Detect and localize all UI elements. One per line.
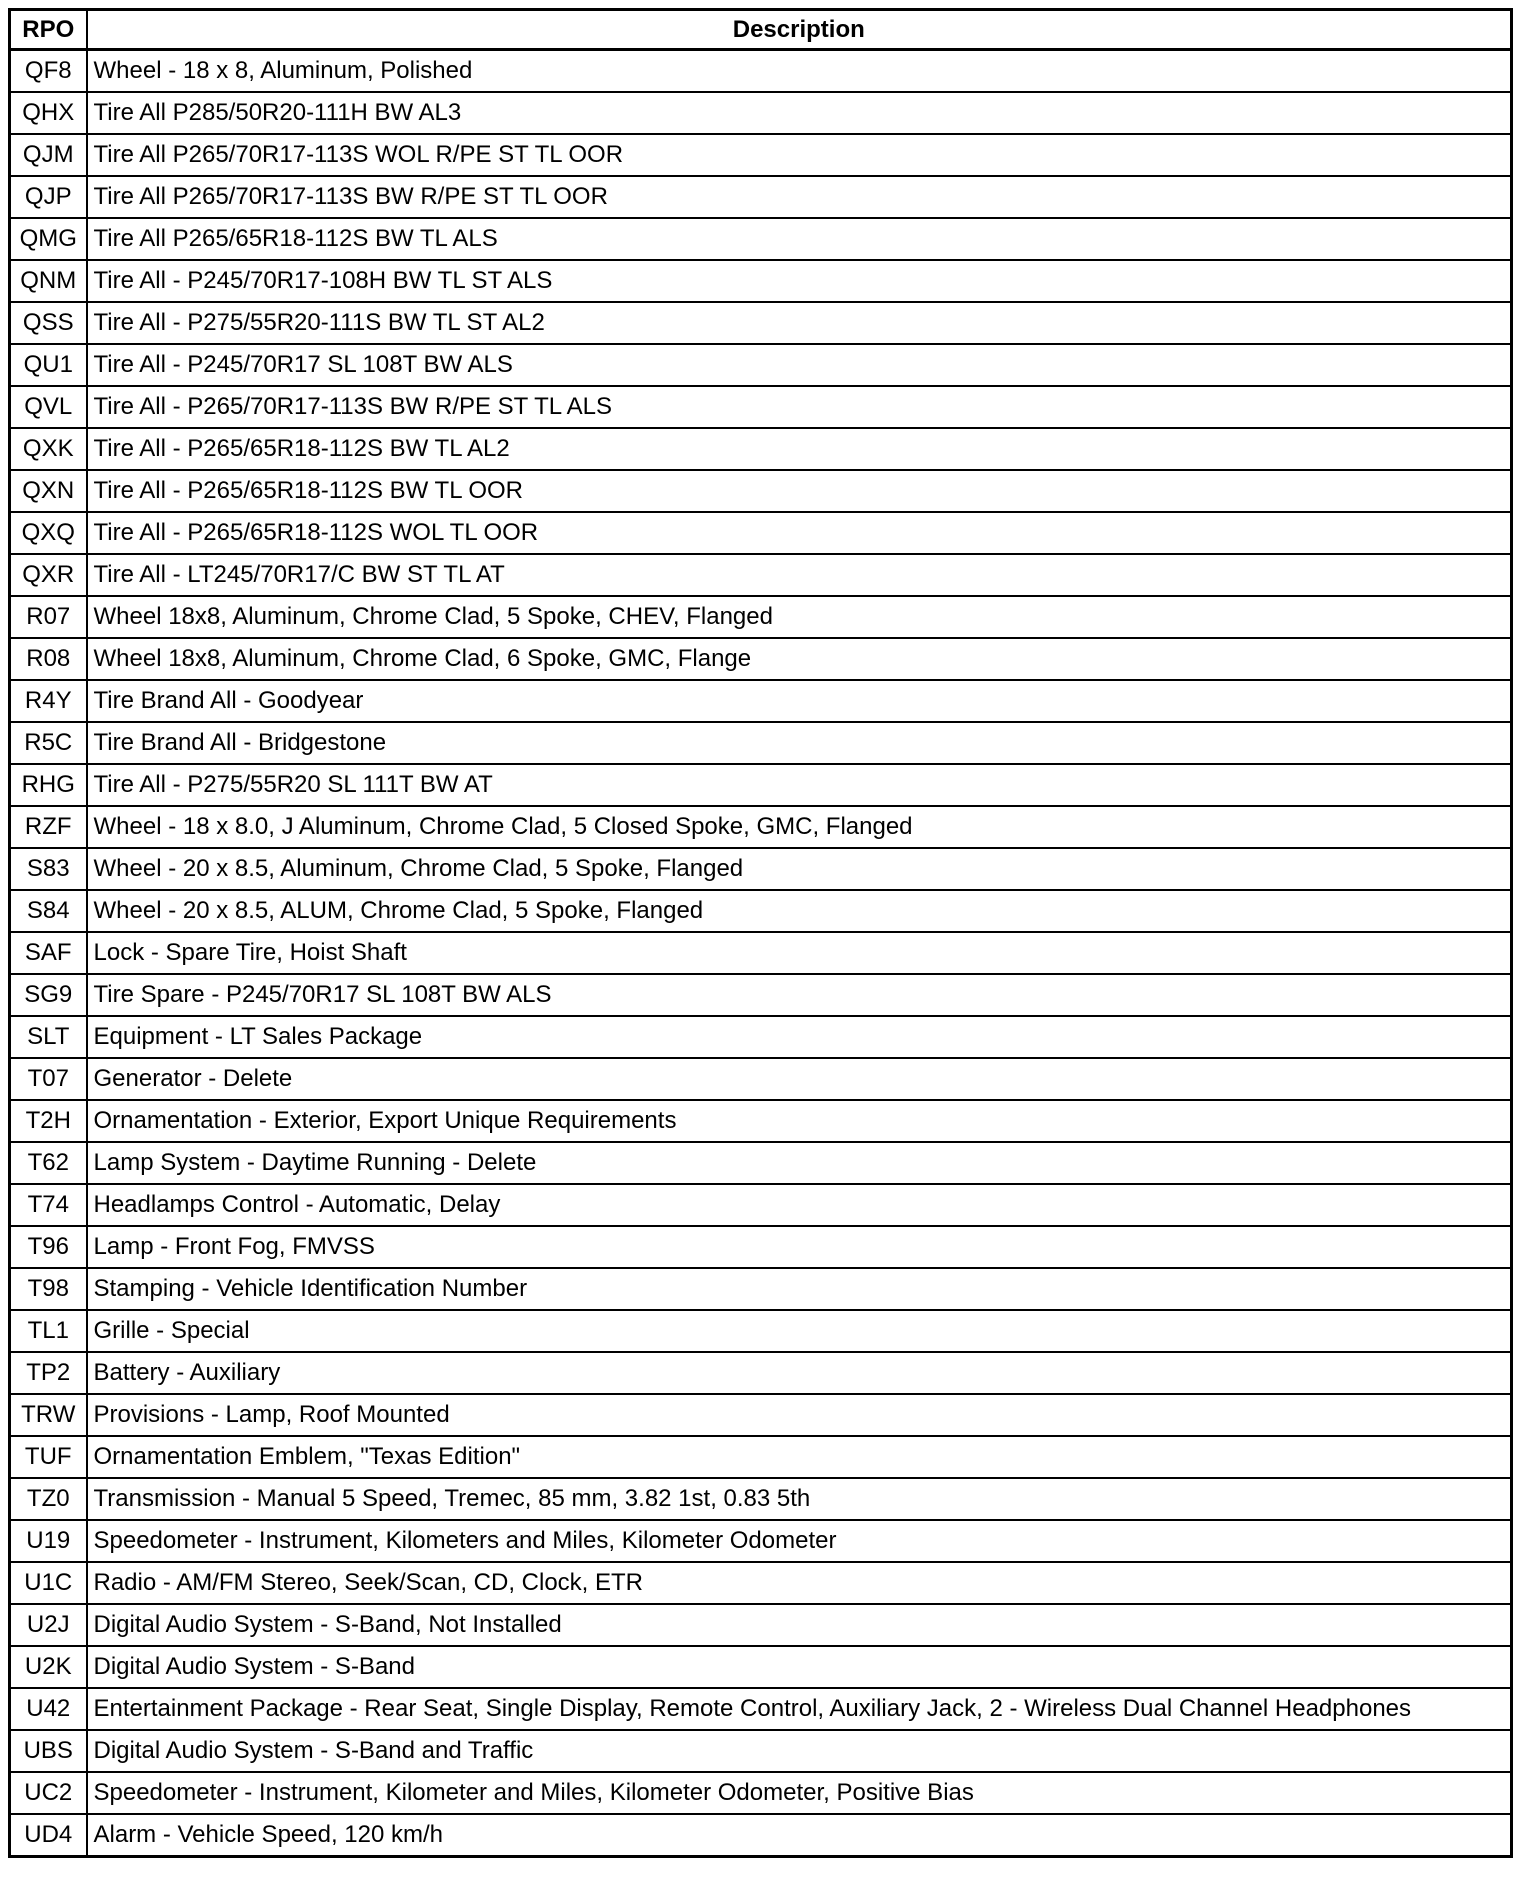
description-cell: Tire All - P265/65R18-112S WOL TL OOR: [87, 512, 1512, 554]
description-cell: Tire All - P265/70R17-113S BW R/PE ST TL ALS: [87, 386, 1512, 428]
table-row: [10, 554, 1512, 596]
description-cell: Stamping - Vehicle Identification Number: [87, 1268, 1512, 1310]
table-row: [10, 1226, 1512, 1268]
rpo-column-header: RPO: [10, 10, 87, 50]
rpo-code-cell: QXQ: [10, 512, 87, 554]
description-cell: Digital Audio System - S-Band and Traffic: [87, 1730, 1512, 1772]
table-row: [10, 1058, 1512, 1100]
rpo-code-cell: T07: [10, 1058, 87, 1100]
rpo-code-cell: SG9: [10, 974, 87, 1016]
table-row: [10, 1310, 1512, 1352]
rpo-code-cell: U2J: [10, 1604, 87, 1646]
table-row: [10, 302, 1512, 344]
description-cell: Wheel - 18 x 8, Aluminum, Polished: [87, 50, 1512, 93]
description-cell: Radio - AM/FM Stereo, Seek/Scan, CD, Clock, ETR: [87, 1562, 1512, 1604]
rpo-code-cell: RHG: [10, 764, 87, 806]
description-cell: Tire All P285/50R20-111H BW AL3: [87, 92, 1512, 134]
description-cell: Tire All - P245/70R17 SL 108T BW ALS: [87, 344, 1512, 386]
description-cell: Ornamentation Emblem, "Texas Edition": [87, 1436, 1512, 1478]
rpo-code-cell: TRW: [10, 1394, 87, 1436]
rpo-code-cell: T98: [10, 1268, 87, 1310]
table-row: [10, 92, 1512, 134]
description-cell: Lamp - Front Fog, FMVSS: [87, 1226, 1512, 1268]
rpo-code-cell: T2H: [10, 1100, 87, 1142]
table-row: [10, 1268, 1512, 1310]
description-cell: Battery - Auxiliary: [87, 1352, 1512, 1394]
rpo-code-cell: T62: [10, 1142, 87, 1184]
rpo-code-cell: R08: [10, 638, 87, 680]
table-row: [10, 1142, 1512, 1184]
rpo-code-cell: TP2: [10, 1352, 87, 1394]
rpo-code-cell: UBS: [10, 1730, 87, 1772]
table-row: [10, 1772, 1512, 1814]
description-cell: Tire Brand All - Goodyear: [87, 680, 1512, 722]
table-row: [10, 1184, 1512, 1226]
table-row: [10, 1520, 1512, 1562]
description-cell: Provisions - Lamp, Roof Mounted: [87, 1394, 1512, 1436]
description-cell: Wheel - 18 x 8.0, J Aluminum, Chrome Clad, 5 Closed Spoke, GMC, Flanged: [87, 806, 1512, 848]
description-cell: Generator - Delete: [87, 1058, 1512, 1100]
table-row: [10, 386, 1512, 428]
description-cell: Tire All P265/70R17-113S BW R/PE ST TL OOR: [87, 176, 1512, 218]
table-row: [10, 50, 1512, 93]
rpo-code-cell: TUF: [10, 1436, 87, 1478]
description-cell: Digital Audio System - S-Band, Not Installed: [87, 1604, 1512, 1646]
rpo-code-cell: U42: [10, 1688, 87, 1730]
rpo-code-cell: QU1: [10, 344, 87, 386]
description-cell: Wheel - 20 x 8.5, ALUM, Chrome Clad, 5 Spoke, Flanged: [87, 890, 1512, 932]
description-cell: Transmission - Manual 5 Speed, Tremec, 85 mm, 3.82 1st, 0.83 5th: [87, 1478, 1512, 1520]
rpo-code-cell: UD4: [10, 1814, 87, 1857]
table-row: [10, 176, 1512, 218]
table-row: [10, 722, 1512, 764]
table-row: [10, 1016, 1512, 1058]
table-row: [10, 806, 1512, 848]
rpo-code-cell: SLT: [10, 1016, 87, 1058]
table-row: [10, 512, 1512, 554]
description-cell: Equipment - LT Sales Package: [87, 1016, 1512, 1058]
table-row: [10, 1436, 1512, 1478]
rpo-code-cell: R5C: [10, 722, 87, 764]
rpo-code-cell: QMG: [10, 218, 87, 260]
rpo-code-cell: QXR: [10, 554, 87, 596]
description-cell: Ornamentation - Exterior, Export Unique Requirements: [87, 1100, 1512, 1142]
description-cell: Tire All - P265/65R18-112S BW TL OOR: [87, 470, 1512, 512]
description-cell: Tire All - P245/70R17-108H BW TL ST ALS: [87, 260, 1512, 302]
description-cell: Wheel 18x8, Aluminum, Chrome Clad, 6 Spoke, GMC, Flange: [87, 638, 1512, 680]
table-row: [10, 470, 1512, 512]
table-row: [10, 1730, 1512, 1772]
rpo-code-cell: R4Y: [10, 680, 87, 722]
table-row: [10, 134, 1512, 176]
description-cell: Headlamps Control - Automatic, Delay: [87, 1184, 1512, 1226]
table-row: [10, 596, 1512, 638]
table-row: [10, 428, 1512, 470]
description-cell: Grille - Special: [87, 1310, 1512, 1352]
rpo-code-cell: U1C: [10, 1562, 87, 1604]
rpo-code-cell: T74: [10, 1184, 87, 1226]
rpo-code-cell: RZF: [10, 806, 87, 848]
rpo-code-cell: S83: [10, 848, 87, 890]
table-row: [10, 218, 1512, 260]
description-cell: Speedometer - Instrument, Kilometer and Miles, Kilometer Odometer, Positive Bias: [87, 1772, 1512, 1814]
description-cell: Speedometer - Instrument, Kilometers and Miles, Kilometer Odometer: [87, 1520, 1512, 1562]
rpo-code-cell: UC2: [10, 1772, 87, 1814]
rpo-table: [8, 8, 1513, 1858]
description-cell: Tire All - P275/55R20 SL 111T BW AT: [87, 764, 1512, 806]
rpo-code-cell: QJM: [10, 134, 87, 176]
description-cell: Tire All P265/70R17-113S WOL R/PE ST TL OOR: [87, 134, 1512, 176]
rpo-code-cell: QSS: [10, 302, 87, 344]
description-cell: Tire Spare - P245/70R17 SL 108T BW ALS: [87, 974, 1512, 1016]
table-row: [10, 1562, 1512, 1604]
table-row: [10, 638, 1512, 680]
table-row: [10, 344, 1512, 386]
description-column-header: Description: [87, 10, 1512, 50]
rpo-code-cell: QVL: [10, 386, 87, 428]
rpo-code-cell: QXK: [10, 428, 87, 470]
table-row: [10, 1478, 1512, 1520]
table-row: [10, 848, 1512, 890]
table-row: [10, 1646, 1512, 1688]
table-row: [10, 1394, 1512, 1436]
rpo-code-cell: QF8: [10, 50, 87, 93]
table-row: [10, 932, 1512, 974]
description-cell: Tire All - LT245/70R17/C BW ST TL AT: [87, 554, 1512, 596]
description-cell: Entertainment Package - Rear Seat, Single Display, Remote Control, Auxiliary Jack, 2 - Wireless Dual Channel Headphones: [87, 1688, 1512, 1730]
rpo-code-cell: U19: [10, 1520, 87, 1562]
table-row: [10, 1688, 1512, 1730]
rpo-code-cell: QXN: [10, 470, 87, 512]
header-row: [10, 10, 1512, 50]
table-row: [10, 680, 1512, 722]
table-row: [10, 1814, 1512, 1857]
description-cell: Tire All - P265/65R18-112S BW TL AL2: [87, 428, 1512, 470]
table-row: [10, 1100, 1512, 1142]
table-header: [10, 10, 1512, 50]
table-row: [10, 974, 1512, 1016]
description-cell: Lamp System - Daytime Running - Delete: [87, 1142, 1512, 1184]
rpo-code-cell: TZ0: [10, 1478, 87, 1520]
rpo-code-cell: SAF: [10, 932, 87, 974]
table-row: [10, 764, 1512, 806]
rpo-code-cell: QNM: [10, 260, 87, 302]
rpo-code-cell: QHX: [10, 92, 87, 134]
table-row: [10, 1604, 1512, 1646]
rpo-code-cell: S84: [10, 890, 87, 932]
table-row: [10, 1352, 1512, 1394]
table-row: [10, 260, 1512, 302]
description-cell: Digital Audio System - S-Band: [87, 1646, 1512, 1688]
rpo-code-cell: QJP: [10, 176, 87, 218]
description-cell: Tire All P265/65R18-112S BW TL ALS: [87, 218, 1512, 260]
description-cell: Alarm - Vehicle Speed, 120 km/h: [87, 1814, 1512, 1857]
table-row: [10, 890, 1512, 932]
table-body: [10, 50, 1512, 1857]
rpo-code-cell: TL1: [10, 1310, 87, 1352]
rpo-code-cell: T96: [10, 1226, 87, 1268]
description-cell: Wheel - 20 x 8.5, Aluminum, Chrome Clad, 5 Spoke, Flanged: [87, 848, 1512, 890]
description-cell: Tire Brand All - Bridgestone: [87, 722, 1512, 764]
description-cell: Wheel 18x8, Aluminum, Chrome Clad, 5 Spoke, CHEV, Flanged: [87, 596, 1512, 638]
rpo-code-cell: U2K: [10, 1646, 87, 1688]
rpo-code-cell: R07: [10, 596, 87, 638]
description-cell: Tire All - P275/55R20-111S BW TL ST AL2: [87, 302, 1512, 344]
description-cell: Lock - Spare Tire, Hoist Shaft: [87, 932, 1512, 974]
